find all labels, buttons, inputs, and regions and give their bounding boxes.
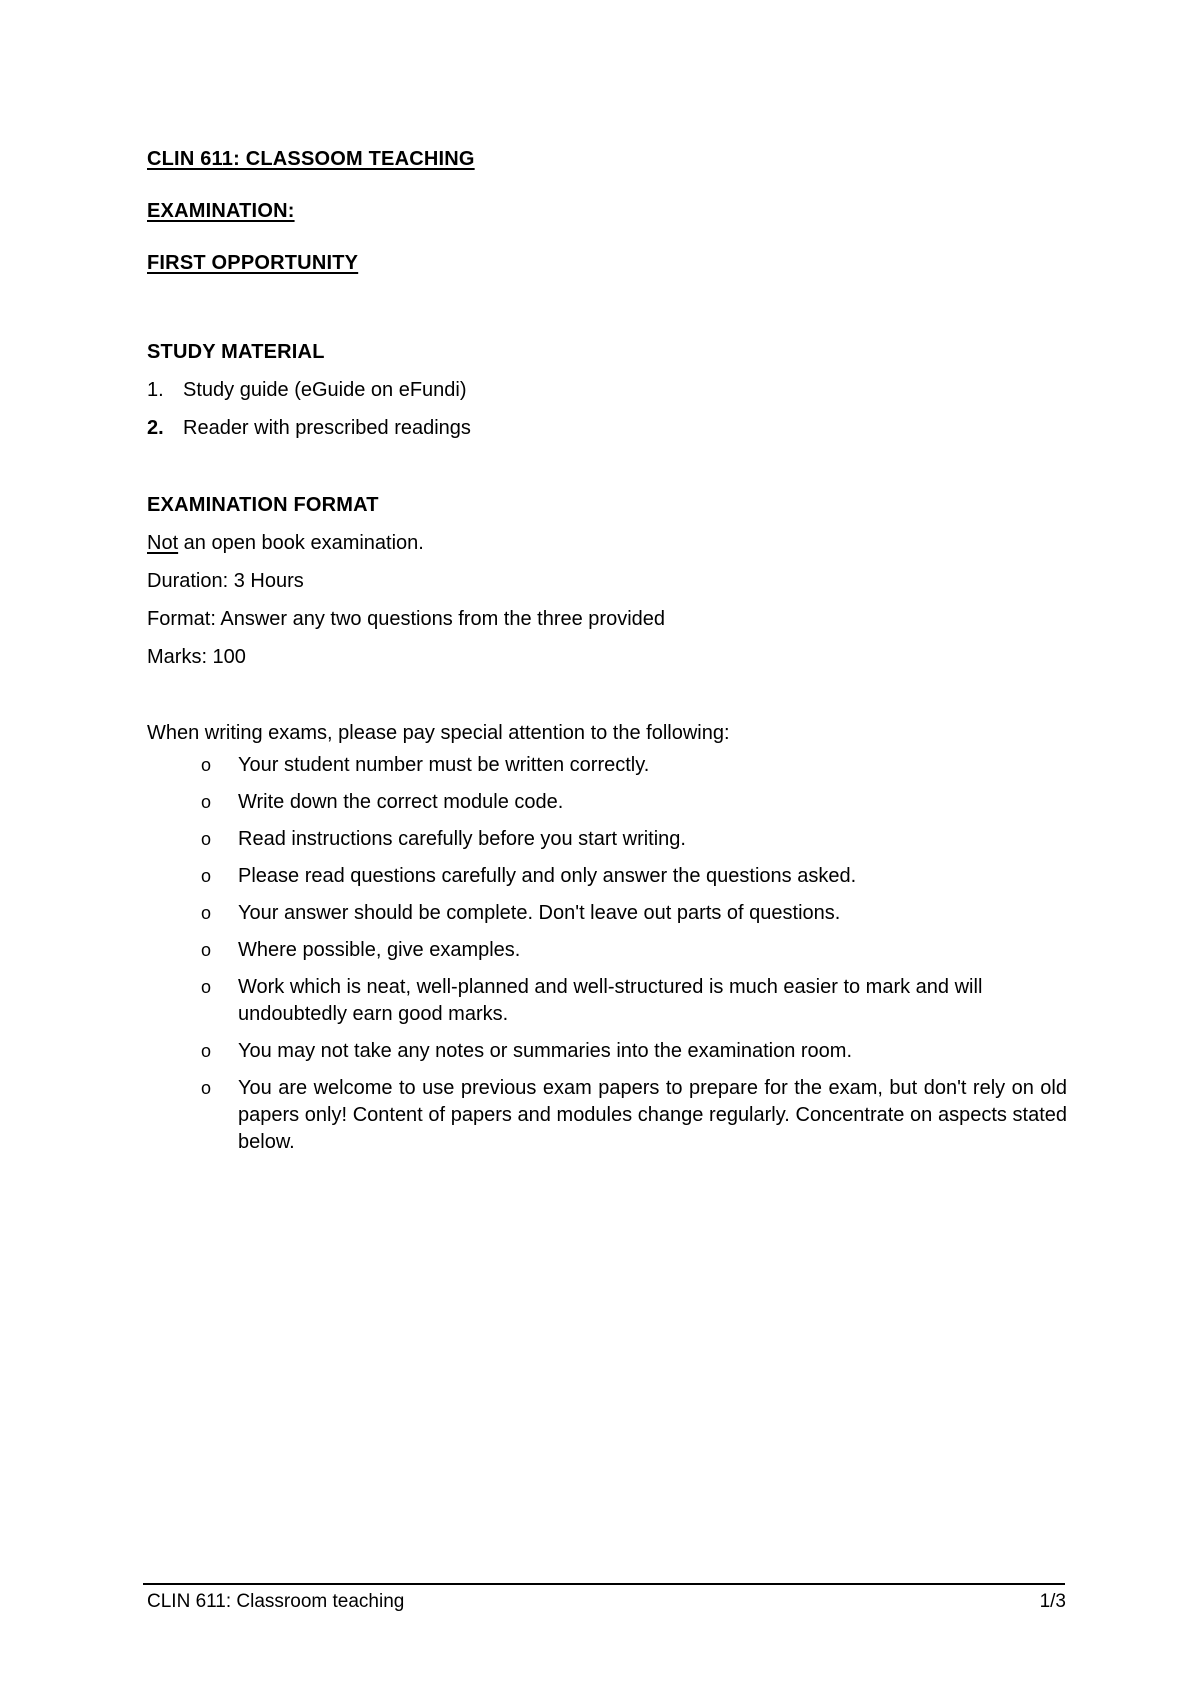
list-item [147,900,1067,927]
opportunity-label: FIRST OPPORTUNITY [147,252,359,274]
not-emphasis: Not [147,532,179,554]
footer-course: CLIN 611: Classroom teaching [147,1591,405,1612]
bullet-marker: o [201,1078,212,1098]
bullet-marker: o [201,940,212,960]
page-number: 1/3 [1039,1591,1066,1612]
list-item-text: Your answer should be complete. Don't leave out parts of questions. [238,902,841,924]
list-item [147,1038,1067,1065]
list-item-text: You are welcome to use previous exam papers to prepare for the exam, but don't rely on old papers only! Content of papers and modules change regularly. Concentrate on aspects stated below. [238,1077,1067,1153]
list-item [147,937,1067,964]
bullet-marker: o [201,755,212,775]
list-item [147,974,1067,1028]
instruction-list [147,752,1067,1166]
item-text: Study guide (eGuide on eFundi) [183,379,467,401]
exam-label: EXAMINATION: [147,200,295,222]
duration-line: Duration: 3 Hours [147,570,304,592]
bullet-marker: o [201,866,212,886]
item-number: 1. [147,379,164,401]
open-book-line [147,532,424,555]
study-material-item [147,417,471,440]
list-item [147,826,1067,853]
list-item-text: Please read questions carefully and only answer the questions asked. [238,865,857,887]
open-book-text: an open book examination. [178,532,424,554]
list-item-text: Where possible, give examples. [238,939,521,961]
list-item-text: Work which is neat, well-planned and well-structured is much easier to mark and will undoubtedly earn good marks. [238,976,983,1025]
study-material-title: STUDY MATERIAL [147,341,325,363]
item-number: 2. [147,417,164,439]
bullet-marker: o [201,977,212,997]
footer-divider [143,1583,1065,1585]
list-item-text: You may not take any notes or summaries into the examination room. [238,1040,853,1062]
bullet-marker: o [201,829,212,849]
list-item [147,863,1067,890]
list-item-text: Your student number must be written correctly. [238,754,650,776]
marks-line: Marks: 100 [147,646,246,668]
exam-format-title: EXAMINATION FORMAT [147,494,379,516]
list-item [147,752,1067,779]
list-item [147,789,1067,816]
bullet-marker: o [201,903,212,923]
instructions-intro: When writing exams, please pay special attention to the following: [147,722,730,744]
bullet-marker: o [201,792,212,812]
bullet-marker: o [201,1041,212,1061]
format-line: Format: Answer any two questions from the three provided [147,608,666,630]
list-item-text: Write down the correct module code. [238,791,564,813]
list-item-text: Read instructions carefully before you start writing. [238,828,686,850]
course-title: CLIN 611: CLASSOOM TEACHING [147,148,475,170]
list-item [147,1075,1067,1156]
item-text: Reader with prescribed readings [183,417,471,439]
study-material-item [147,379,467,402]
